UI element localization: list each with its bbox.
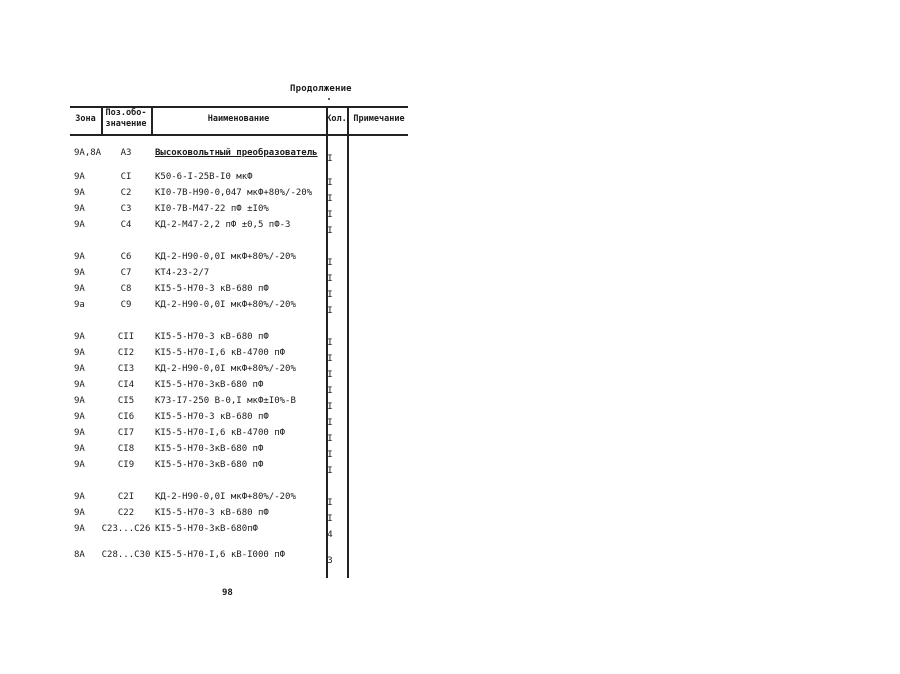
cell-qty: I [327,154,333,164]
cell-name: КI5-5-Н70-I,6 кВ-I000 пФ [155,550,286,560]
cell-qty: I [327,178,333,188]
cell-name: КТ4-23-2/7 [155,268,210,278]
cell-qty: I [327,194,333,204]
table-row [0,148,420,164]
cell-pos: С6 [120,252,132,262]
cell-zone: 9А [74,380,85,390]
cell-qty: I [327,258,333,268]
caption-continuation: Продолжение [290,84,352,94]
cell-name: КI5-5-Н70-I,6 кВ-4700 пФ [155,348,286,358]
cell-zone: 9А [74,204,85,214]
cell-pos: СI5 [117,396,135,406]
cell-qty: I [327,386,333,396]
cell-name: К73-I7-250 В-0,I мкФ±I0%-В [155,396,296,406]
cell-qty: I [327,466,333,476]
cell-pos: СI2 [117,348,135,358]
table-row [0,428,420,444]
cell-name: КД-2-Н90-0,0I мкФ+80%/-20% [155,300,296,310]
table-row [0,268,420,284]
cell-name: КД-2-Н90-0,0I мкФ+80%/-20% [155,364,296,374]
cell-qty: I [327,274,333,284]
table-header-rule [70,134,408,136]
cell-zone: 9А [74,396,85,406]
cell-pos: С22 [117,508,135,518]
cell-pos: СI6 [117,412,135,422]
cell-qty: I [327,418,333,428]
cell-pos: С9 [120,300,132,310]
cell-qty: I [327,338,333,348]
table-row [0,348,420,364]
table-row [0,172,420,188]
table-row [0,492,420,508]
cell-zone: 9А [74,172,85,182]
table-row [0,332,420,348]
table-row [0,396,420,412]
table-row [0,524,420,540]
cell-pos: С28...С30 [101,550,151,560]
cell-zone: 9А [74,332,85,342]
cell-name: КД-2-М47-2,2 пФ ±0,5 пФ-3 [155,220,291,230]
cell-pos: СI8 [117,444,135,454]
cell-qty: I [327,306,333,316]
header-qty: Кол. [326,114,347,124]
cell-qty: I [327,290,333,300]
table-row [0,220,420,236]
cell-name: КI5-5-Н70-3 кВ-680 пФ [155,284,269,294]
cell-name: КI5-5-Н70-3 кВ-680 пФ [155,332,269,342]
cell-name: КI5-5-Н70-3кВ-680 пФ [155,460,264,470]
table-row [0,300,420,316]
cell-qty: I [327,226,333,236]
table-row [0,252,420,268]
page-number: 98 [222,588,233,598]
table-row [0,188,420,204]
cell-qty: I [327,210,333,220]
cell-name: КI5-5-Н70-I,6 кВ-4700 пФ [155,428,286,438]
cell-qty: I [327,354,333,364]
cell-name: КI0-7В-М47-22 пФ ±I0% [155,204,269,214]
cell-zone: 9А [74,348,85,358]
cell-pos: А3 [120,148,132,158]
cell-name: КД-2-Н90-0,0I мкФ+80%/-20% [155,252,296,262]
cell-name: КI5-5-Н70-3 кВ-680 пФ [155,508,269,518]
cell-pos: С7 [120,268,132,278]
cell-zone: 8А [74,550,85,560]
header-pos-line2: значение [105,119,147,129]
cell-name: Высоковольтный преобразователь [155,148,318,158]
cell-zone: 9а [74,300,85,310]
cell-pos: СII [117,332,135,342]
cell-name: КI0-7В-Н90-0,047 мкФ+80%/-20% [155,188,313,198]
table-row [0,364,420,380]
cell-pos: С2I [117,492,135,502]
cell-qty: 4 [327,530,333,540]
cell-name: КI5-5-Н70-3кВ-680 пФ [155,380,264,390]
header-zone: Зона [75,114,96,124]
cell-zone: 9А [74,524,85,534]
cell-pos: С4 [120,220,132,230]
cell-name: КI5-5-Н70-3кВ-680 пФ [155,444,264,454]
cell-name: КI5-5-Н70-3кВ-680пФ [155,524,258,534]
cell-qty: I [327,402,333,412]
cell-pos: С2 [120,188,132,198]
cell-pos: С3 [120,204,132,214]
cell-pos: СI9 [117,460,135,470]
cell-zone: 9А [74,412,85,422]
cell-zone: 9А [74,188,85,198]
table-row [0,204,420,220]
cell-zone: 9А [74,220,85,230]
header-pos [101,108,151,130]
cell-zone: 9А [74,460,85,470]
cell-zone: 9А [74,492,85,502]
cell-zone: 9А [74,508,85,518]
cell-name: К50-6-I-25В-I0 мкФ [155,172,253,182]
cell-zone: 9А [74,268,85,278]
cell-pos: СI4 [117,380,135,390]
table-row [0,380,420,396]
table-row [0,412,420,428]
table-row [0,460,420,476]
cell-zone: 9А [74,444,85,454]
cell-pos: С23...С26 [101,524,151,534]
cell-zone: 9А [74,428,85,438]
cell-name: КI5-5-Н70-3 кВ-680 пФ [155,412,269,422]
cell-zone: 9А [74,252,85,262]
cell-zone: 9А,8А [74,148,102,158]
cell-qty: I [327,498,333,508]
ink-dot [328,98,330,100]
cell-qty: I [327,370,333,380]
header-name: Наименование [207,114,270,124]
cell-name: КД-2-Н90-0,0I мкФ+80%/-20% [155,492,296,502]
table-row [0,508,420,524]
header-note: Примечание [353,114,405,124]
table-row [0,284,420,300]
cell-pos: СI7 [117,428,135,438]
table-row [0,550,420,566]
cell-qty: I [327,434,333,444]
cell-zone: 9А [74,364,85,374]
cell-qty: I [327,450,333,460]
table-row [0,444,420,460]
cell-qty: I [327,514,333,524]
cell-pos: С8 [120,284,132,294]
cell-pos: СI [120,172,132,182]
cell-zone: 9А [74,284,85,294]
cell-pos: СI3 [117,364,135,374]
cell-qty: 3 [327,556,333,566]
header-pos-line1: Поз.обо- [105,108,147,118]
